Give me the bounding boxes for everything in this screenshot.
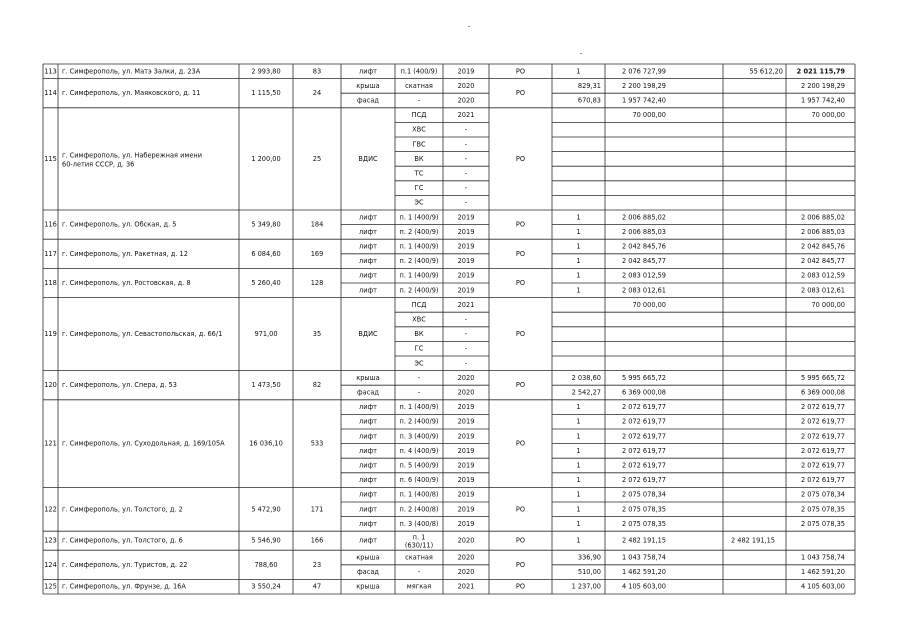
cost-cell: 2 072 619,77 <box>621 446 666 455</box>
people-cell: 184 <box>310 220 324 229</box>
address-cell: г. Симферополь, ул. Обская, д. 5 <box>62 220 177 229</box>
work-type-cell: лифт <box>359 242 377 251</box>
scan-speck <box>580 53 582 54</box>
operator-cell: РО <box>515 154 526 163</box>
cost-cell: 2 075 078,34 <box>621 490 666 499</box>
work-type-cell: лифт <box>359 213 377 222</box>
work-type-cell: ВДИС <box>358 154 378 163</box>
area-cell: 2 993,80 <box>251 67 281 76</box>
year-cell: 2019 <box>457 461 475 470</box>
cost-cell: 6 369 000,08 <box>621 388 666 397</box>
total-cell: 2 021 115,79 <box>796 67 845 76</box>
scan-speck <box>468 26 470 27</box>
operator-cell: РО <box>515 249 526 258</box>
work-type-cell: лифт <box>359 476 377 485</box>
spec-cell: - <box>417 388 421 397</box>
spec-cell: ТС <box>414 169 424 178</box>
quantity-cell: 1 <box>576 536 581 545</box>
year-cell: 2019 <box>457 403 475 412</box>
year-cell: - <box>464 154 468 163</box>
area-cell: 5 349,80 <box>251 220 281 229</box>
year-cell: 2019 <box>457 490 475 499</box>
people-cell: 169 <box>310 249 324 258</box>
cost-cell: 2 075 078,35 <box>621 519 666 528</box>
year-cell: 2019 <box>457 417 475 426</box>
total-cell: 2 072 619,77 <box>800 461 845 470</box>
address-cell: г. Симферополь, ул. Севастопольская, д. 66/1 <box>62 330 223 339</box>
row-number: 113 <box>44 67 57 76</box>
spec-cell: п. 4 (400/9) <box>399 446 439 455</box>
row-number: 123 <box>44 536 57 545</box>
year-cell: - <box>464 184 468 193</box>
total-cell: 1 462 591,20 <box>800 568 845 577</box>
spec-cell: ГС <box>414 184 424 193</box>
year-cell: 2020 <box>457 536 475 545</box>
total-cell: 2 200 198,29 <box>800 81 845 90</box>
cost-cell: 1 043 758,74 <box>621 553 666 562</box>
total-cell: 2 072 619,77 <box>800 417 845 426</box>
spec-cell: п. 2 (400/9) <box>399 417 439 426</box>
year-cell: 2019 <box>457 271 475 280</box>
cost-cell: 2 072 619,77 <box>621 432 666 441</box>
total-cell: 4 105 603,00 <box>800 582 845 591</box>
year-cell: 2019 <box>457 242 475 251</box>
quantity-cell: 1 <box>576 227 581 236</box>
address-cell: г. Симферополь, ул. Фрунзе, д. 16А <box>62 582 186 591</box>
year-cell: 2020 <box>457 568 475 577</box>
total-cell: 6 369 000,08 <box>800 388 845 397</box>
spec-cell: п. 3 (400/8) <box>399 519 439 528</box>
quantity-cell: 1 <box>576 476 581 485</box>
quantity-cell: 1 <box>576 286 581 295</box>
quantity-cell: 1 <box>576 461 581 470</box>
row-number: 116 <box>44 220 57 229</box>
quantity-cell: 510,00 <box>577 568 601 577</box>
cost-cell: 2 076 727,99 <box>621 67 666 76</box>
people-cell: 47 <box>312 582 322 591</box>
address-cell: г. Симферополь, ул. Набережная имени 60-летия СССР, д. 36 <box>62 151 203 169</box>
cost-cell: 70 000,00 <box>632 111 666 120</box>
cost-cell: 2 072 619,77 <box>621 403 666 412</box>
spec-cell: скатная <box>405 553 433 562</box>
area-cell: 1 115,50 <box>251 89 281 98</box>
row-number: 124 <box>44 560 57 569</box>
operator-cell: РО <box>515 220 526 229</box>
work-type-cell: ВДИС <box>358 330 378 339</box>
quantity-cell: 1 <box>576 417 581 426</box>
cost-cell: 2 482 191,15 <box>621 536 666 545</box>
people-cell: 23 <box>312 560 322 569</box>
spec-cell: - <box>417 568 421 577</box>
year-cell: 2021 <box>457 300 475 309</box>
work-type-cell: лифт <box>359 536 377 545</box>
year-cell: - <box>464 169 468 178</box>
spec-cell: ХВС <box>412 125 426 134</box>
total-cell: 2 075 078,35 <box>800 519 845 528</box>
year-cell: 2019 <box>457 432 475 441</box>
year-cell: - <box>464 140 468 149</box>
work-type-cell: лифт <box>359 227 377 236</box>
year-cell: 2021 <box>457 582 475 591</box>
total-cell: 2 075 078,35 <box>800 505 845 514</box>
area-cell: 16 036,10 <box>249 439 283 448</box>
cost-cell: 2 072 619,77 <box>621 461 666 470</box>
quantity-cell: 336,90 <box>577 553 601 562</box>
cost-cell: 2 006 885,03 <box>621 227 666 236</box>
spec-cell: ЭС <box>414 198 424 207</box>
work-type-cell: лифт <box>359 417 377 426</box>
quantity-cell: 1 <box>576 257 581 266</box>
operator-cell: РО <box>515 381 526 390</box>
spec-cell: п. 2 (400/9) <box>399 227 439 236</box>
quantity-cell: 2 542,27 <box>571 388 601 397</box>
work-type-cell: лифт <box>359 519 377 528</box>
quantity-cell: 1 237,00 <box>571 582 601 591</box>
spec-cell: ПСД <box>411 300 427 309</box>
quantity-cell: 1 <box>576 505 581 514</box>
address-cell: г. Симферополь, ул. Толстого, д. 2 <box>62 505 183 514</box>
address-cell: г. Симферополь, ул. Матэ Залки, д. 23А <box>62 67 201 76</box>
year-cell: - <box>464 330 468 339</box>
address-cell: г. Симферополь, ул. Спера, д. 53 <box>62 381 177 390</box>
quantity-cell: 1 <box>576 213 581 222</box>
year-cell: - <box>464 315 468 324</box>
spec-cell: - <box>417 373 421 382</box>
total-cell: 2 042 845,77 <box>800 257 845 266</box>
total-cell: 1 957 742,40 <box>800 96 845 105</box>
operator-cell: РО <box>515 67 526 76</box>
spec-cell: ЭС <box>414 359 424 368</box>
row-number: 117 <box>44 249 57 258</box>
operator-cell: РО <box>515 505 526 514</box>
spec-cell: ХВС <box>412 315 426 324</box>
cost-cell: 2 083 012,59 <box>621 271 666 280</box>
operator-cell: РО <box>515 560 526 569</box>
work-type-cell: фасад <box>357 96 379 105</box>
work-type-cell: лифт <box>359 286 377 295</box>
area-cell: 788,60 <box>254 560 278 569</box>
people-cell: 533 <box>310 439 324 448</box>
total-cell: 1 043 758,74 <box>800 553 845 562</box>
address-cell: г. Симферополь, ул. Суходольная, д. 169/105А <box>62 439 225 448</box>
row-number: 119 <box>44 330 57 339</box>
quantity-cell: 1 <box>576 403 581 412</box>
quantity-cell: 2 038,60 <box>571 373 601 382</box>
spec-cell: п. 1 (400/9) <box>399 403 439 412</box>
operator-cell: РО <box>515 439 526 448</box>
work-type-cell: лифт <box>359 446 377 455</box>
area-cell: 6 084,60 <box>251 249 281 258</box>
fund-cell: 55 612,20 <box>749 67 783 76</box>
year-cell: 2019 <box>457 476 475 485</box>
address-cell: г. Симферополь, ул. Толстого, д. 6 <box>62 536 183 545</box>
spec-cell: п. 3 (400/9) <box>399 432 439 441</box>
people-cell: 24 <box>312 89 322 98</box>
year-cell: 2019 <box>457 505 475 514</box>
people-cell: 82 <box>312 381 322 390</box>
spec-cell: п. 2 (400/9) <box>399 257 439 266</box>
total-cell: 2 075 078,34 <box>800 490 845 499</box>
total-cell: 2 083 012,61 <box>800 286 845 295</box>
spec-cell: п.1 (400/9) <box>400 67 438 76</box>
spec-cell: п. 2 (400/8) <box>399 505 439 514</box>
row-number: 115 <box>44 154 57 163</box>
year-cell: 2021 <box>457 111 475 120</box>
area-cell: 1 473,50 <box>251 381 281 390</box>
cost-cell: 1 462 591,20 <box>621 568 666 577</box>
people-cell: 171 <box>310 505 324 514</box>
year-cell: - <box>464 344 468 353</box>
address-cell: г. Симферополь, ул. Ракетная, д. 12 <box>62 249 188 258</box>
total-cell: 2 072 619,77 <box>800 446 845 455</box>
work-type-cell: фасад <box>357 568 379 577</box>
total-cell: 2 006 885,02 <box>800 213 845 222</box>
work-type-cell: лифт <box>359 257 377 266</box>
row-number: 114 <box>44 89 57 98</box>
work-type-cell: лифт <box>359 67 377 76</box>
spec-cell: п. 1 (630/11) <box>404 533 434 550</box>
work-type-cell: крыша <box>356 373 380 382</box>
operator-cell: РО <box>515 582 526 591</box>
year-cell: - <box>464 198 468 207</box>
work-type-cell: лифт <box>359 505 377 514</box>
quantity-cell: 829,31 <box>577 81 601 90</box>
quantity-cell: 1 <box>576 432 581 441</box>
cost-cell: 1 957 742,40 <box>621 96 666 105</box>
total-cell: 70 000,00 <box>811 111 845 120</box>
total-cell: 2 072 619,77 <box>800 403 845 412</box>
address-cell: г. Симферополь, ул. Маяковского, д. 11 <box>62 89 201 98</box>
spec-cell: ГВС <box>412 140 426 149</box>
spec-cell: п. 1 (400/9) <box>399 242 439 251</box>
total-cell: 2 072 619,77 <box>800 432 845 441</box>
quantity-cell: 1 <box>576 446 581 455</box>
address-cell: г. Симферополь, ул. Туристов, д. 22 <box>62 560 188 569</box>
cost-cell: 4 105 603,00 <box>621 582 666 591</box>
total-cell: 2 083 012,59 <box>800 271 845 280</box>
spec-cell: п. 1 (400/8) <box>399 490 439 499</box>
area-cell: 5 546,90 <box>251 536 281 545</box>
quantity-cell: 1 <box>576 519 581 528</box>
spec-cell: п. 2 (400/9) <box>399 286 439 295</box>
total-cell: 2 072 619,77 <box>800 476 845 485</box>
spec-cell: ВК <box>414 330 424 339</box>
fund-cell: 2 482 191,15 <box>730 536 775 545</box>
spec-cell: ВК <box>414 154 424 163</box>
work-type-cell: лифт <box>359 432 377 441</box>
area-cell: 971,00 <box>254 330 278 339</box>
year-cell: 2020 <box>457 81 475 90</box>
spec-cell: п. 6 (400/9) <box>399 476 439 485</box>
year-cell: 2020 <box>457 96 475 105</box>
year-cell: 2019 <box>457 227 475 236</box>
work-type-cell: крыша <box>356 582 380 591</box>
spec-cell: скатная <box>405 81 433 90</box>
total-cell: 5 995 665,72 <box>800 373 845 382</box>
cost-cell: 2 072 619,77 <box>621 417 666 426</box>
people-cell: 83 <box>312 67 322 76</box>
spec-cell: ГС <box>414 344 424 353</box>
work-type-cell: крыша <box>356 553 380 562</box>
work-type-cell: лифт <box>359 461 377 470</box>
year-cell: 2019 <box>457 213 475 222</box>
area-cell: 5 260,40 <box>251 279 281 287</box>
operator-cell: РО <box>515 330 526 339</box>
cost-cell: 2 200 198,29 <box>621 81 666 90</box>
operator-cell: РО <box>515 536 526 545</box>
year-cell: 2019 <box>457 446 475 455</box>
operator-cell: РО <box>515 89 526 98</box>
year-cell: 2020 <box>457 388 475 397</box>
work-type-cell: лифт <box>359 490 377 499</box>
spec-cell: ПСД <box>411 111 427 120</box>
area-cell: 1 200,00 <box>251 154 281 163</box>
people-cell: 25 <box>312 154 322 163</box>
quantity-cell: 1 <box>576 67 581 76</box>
row-number: 118 <box>44 279 57 287</box>
spec-cell: п. 1 (400/9) <box>399 271 439 280</box>
cost-cell: 5 995 665,72 <box>621 373 666 382</box>
spec-cell: - <box>417 96 421 105</box>
row-number: 120 <box>44 381 57 390</box>
quantity-cell: 670,83 <box>577 96 601 105</box>
year-cell: 2019 <box>457 519 475 528</box>
cost-cell: 2 042 845,77 <box>621 257 666 266</box>
cost-cell: 2 006 885,02 <box>621 213 666 222</box>
year-cell: 2019 <box>457 67 475 76</box>
cost-cell: 2 072 619,77 <box>621 476 666 485</box>
cost-cell: 2 083 012,61 <box>621 286 666 295</box>
year-cell: 2020 <box>457 553 475 562</box>
work-type-cell: крыша <box>356 81 380 90</box>
area-cell: 3 550,24 <box>251 582 281 591</box>
year-cell: 2019 <box>457 257 475 266</box>
area-cell: 5 472,90 <box>251 505 281 514</box>
year-cell: - <box>464 125 468 134</box>
people-cell: 128 <box>310 279 324 287</box>
total-cell: 70 000,00 <box>811 300 845 309</box>
year-cell: 2019 <box>457 286 475 295</box>
work-type-cell: лифт <box>359 403 377 412</box>
row-number: 125 <box>44 582 57 591</box>
total-cell: 2 006 885,03 <box>800 227 845 236</box>
address-cell: г. Симферополь, ул. Ростовская, д. 8 <box>62 279 191 287</box>
quantity-cell: 1 <box>576 242 581 251</box>
quantity-cell: 1 <box>576 271 581 280</box>
work-type-cell: фасад <box>357 388 379 397</box>
operator-cell: РО <box>515 279 526 287</box>
cost-cell: 2 075 078,35 <box>621 505 666 514</box>
people-cell: 35 <box>312 330 322 339</box>
row-number: 122 <box>44 505 57 514</box>
year-cell: 2020 <box>457 373 475 382</box>
spec-cell: мягкая <box>406 582 432 591</box>
people-cell: 166 <box>310 536 324 545</box>
spec-cell: п. 1 (400/9) <box>399 213 439 222</box>
year-cell: - <box>464 359 468 368</box>
spec-cell: п. 5 (400/9) <box>399 461 439 470</box>
work-type-cell: лифт <box>359 271 377 280</box>
quantity-cell: 1 <box>576 490 581 499</box>
cost-cell: 70 000,00 <box>632 300 666 309</box>
total-cell: 2 042 845,76 <box>800 242 845 251</box>
cost-cell: 2 042 845,76 <box>621 242 666 251</box>
row-number: 121 <box>44 439 57 448</box>
